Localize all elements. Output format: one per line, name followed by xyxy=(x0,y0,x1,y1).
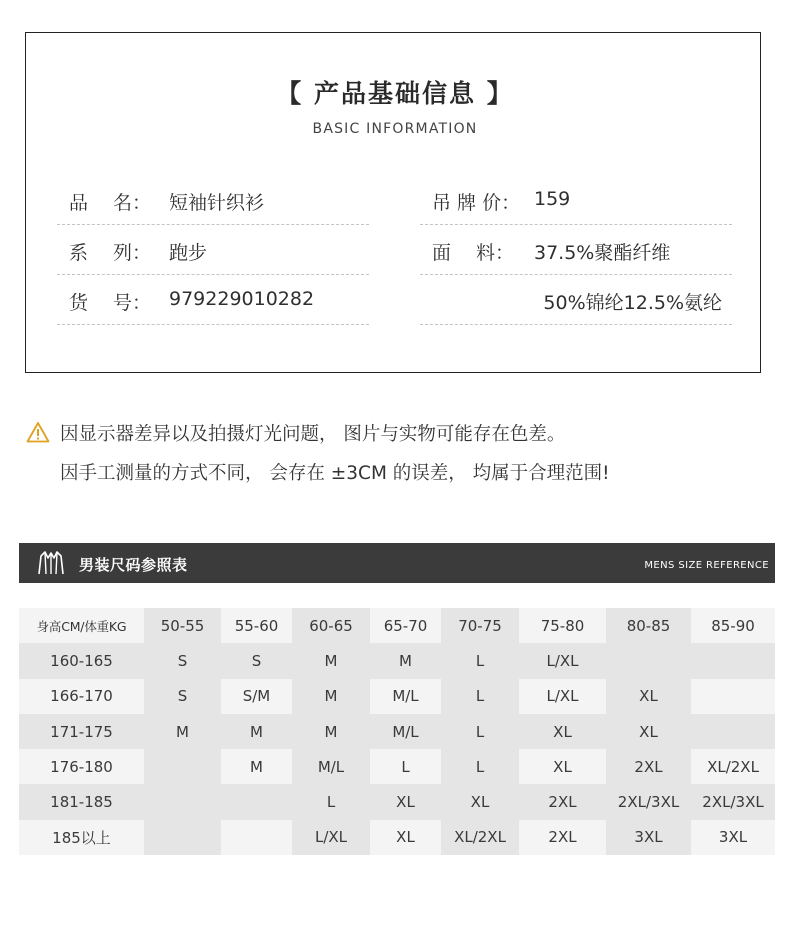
size-cell: 3XL xyxy=(691,820,775,855)
weight-header: 80-85 xyxy=(606,608,691,643)
weight-header: 50-55 xyxy=(144,608,221,643)
size-cell: L xyxy=(441,643,519,678)
field-material-value: 37.5%聚酯纤维 xyxy=(534,242,671,264)
product-info-subtitle: BASIC INFORMATION xyxy=(312,121,478,137)
size-cell: XL/2XL xyxy=(691,749,775,784)
size-cell: XL xyxy=(370,820,441,855)
size-cell: 2XL xyxy=(519,820,606,855)
field-series xyxy=(57,227,369,275)
table-row xyxy=(19,784,775,819)
height-label: 185以上 xyxy=(19,820,144,855)
size-cell: M xyxy=(292,714,370,749)
field-name-value: 短袖针织衫 xyxy=(169,192,265,214)
size-cell: S xyxy=(144,679,221,714)
height-label: 166-170 xyxy=(19,679,144,714)
size-cell: M/L xyxy=(370,679,441,714)
size-cell: 2XL xyxy=(519,784,606,819)
brand-logo-icon xyxy=(36,550,66,576)
size-chart-subtitle: MENS SIZE REFERENCE xyxy=(644,560,769,571)
size-cell: M xyxy=(221,749,292,784)
table-row xyxy=(19,820,775,855)
size-cell xyxy=(144,784,221,819)
size-cell: S/M xyxy=(221,679,292,714)
size-cell xyxy=(144,820,221,855)
size-chart-table xyxy=(19,608,775,855)
field-name xyxy=(57,177,369,225)
height-label: 160-165 xyxy=(19,643,144,678)
size-cell: M xyxy=(144,714,221,749)
table-row xyxy=(19,749,775,784)
size-cell xyxy=(691,643,775,678)
table-row xyxy=(19,679,775,714)
field-price-label: 吊 牌 价： xyxy=(432,192,521,214)
size-cell: S xyxy=(221,643,292,678)
notice-line-2: 因手工测量的方式不同， 会存在 ±3CM 的误差， 均属于合理范围! xyxy=(60,463,610,484)
field-material-label: 面 料： xyxy=(432,242,515,264)
size-cell: L xyxy=(370,749,441,784)
size-chart-header xyxy=(19,543,775,583)
size-cell: XL xyxy=(519,714,606,749)
weight-header: 60-65 xyxy=(292,608,370,643)
height-label: 181-185 xyxy=(19,784,144,819)
size-cell xyxy=(221,820,292,855)
size-cell xyxy=(144,749,221,784)
size-chart-header-row xyxy=(19,608,775,643)
size-cell: M xyxy=(292,643,370,678)
height-label: 171-175 xyxy=(19,714,144,749)
field-price xyxy=(420,177,732,225)
size-cell: S xyxy=(144,643,221,678)
warning-icon xyxy=(26,421,50,443)
field-material-value-cont: 50%锦纶12.5%氨纶 xyxy=(543,292,722,314)
weight-header: 75-80 xyxy=(519,608,606,643)
field-sku-value: 979229010282 xyxy=(169,288,315,310)
size-chart-title: 男装尺码参照表 xyxy=(79,556,188,574)
size-cell xyxy=(691,679,775,714)
field-sku-label: 货 号： xyxy=(69,292,152,314)
size-cell: XL xyxy=(370,784,441,819)
size-cell: L/XL xyxy=(292,820,370,855)
size-cell: XL xyxy=(606,679,691,714)
size-cell: L/XL xyxy=(519,643,606,678)
size-cell: L xyxy=(292,784,370,819)
size-cell xyxy=(691,714,775,749)
size-cell: XL xyxy=(441,784,519,819)
field-price-value: 159 xyxy=(534,188,571,210)
size-cell: M/L xyxy=(292,749,370,784)
size-cell: 2XL/3XL xyxy=(606,784,691,819)
size-cell: 3XL xyxy=(606,820,691,855)
size-cell: XL xyxy=(606,714,691,749)
size-cell: M xyxy=(221,714,292,749)
size-cell: XL/2XL xyxy=(441,820,519,855)
field-material xyxy=(420,227,732,275)
table-row xyxy=(19,714,775,749)
weight-header: 65-70 xyxy=(370,608,441,643)
corner-label: 身高CM/体重KG xyxy=(19,608,144,643)
size-cell: 2XL xyxy=(606,749,691,784)
size-cell: 2XL/3XL xyxy=(691,784,775,819)
notice-line-1: 因显示器差异以及拍摄灯光问题， 图片与实物可能存在色差。 xyxy=(60,424,566,445)
size-cell: XL xyxy=(519,749,606,784)
size-cell: L xyxy=(441,749,519,784)
field-series-label: 系 列： xyxy=(69,242,152,264)
field-name-label: 品 名： xyxy=(69,192,152,214)
size-cell: L xyxy=(441,679,519,714)
field-sku xyxy=(57,277,369,325)
size-cell xyxy=(221,784,292,819)
product-info-title: 【 产品基础信息 】 xyxy=(276,79,514,108)
size-cell: M xyxy=(292,679,370,714)
size-cell xyxy=(606,643,691,678)
height-label: 176-180 xyxy=(19,749,144,784)
size-cell: L xyxy=(441,714,519,749)
weight-header: 55-60 xyxy=(221,608,292,643)
weight-header: 85-90 xyxy=(691,608,775,643)
field-series-value: 跑步 xyxy=(169,242,208,264)
size-cell: L/XL xyxy=(519,679,606,714)
size-cell: M xyxy=(370,643,441,678)
weight-header: 70-75 xyxy=(441,608,519,643)
table-row xyxy=(19,643,775,678)
size-cell: M/L xyxy=(370,714,441,749)
field-material-cont xyxy=(420,277,732,325)
